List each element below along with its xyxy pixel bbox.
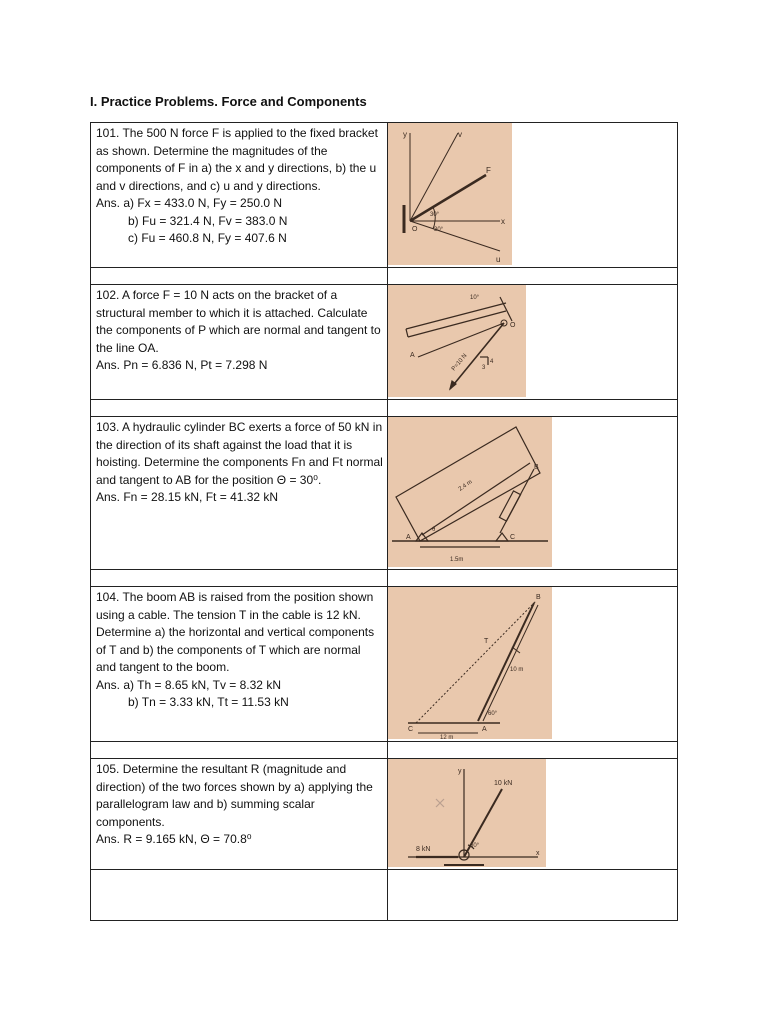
spacer-row	[91, 570, 678, 587]
label-x: x	[535, 850, 540, 857]
force-label: 8 kN	[415, 846, 431, 853]
problem-text-cell	[91, 587, 388, 742]
label-C: C	[509, 534, 515, 541]
label-B: B	[533, 464, 539, 471]
angle-label: 30°	[433, 227, 444, 233]
label-y: y	[402, 130, 407, 139]
answer-line: Ans. a) Fx = 433.0 N, Fy = 250.0 N	[96, 196, 283, 210]
label-A: A	[405, 534, 411, 541]
answer-line: Ans. a) Th = 8.65 kN, Tv = 8.32 kN	[96, 677, 281, 692]
label-x: x	[500, 217, 505, 226]
label-A: A	[409, 352, 415, 359]
answer-line: b) Fu = 321.4 N, Fv = 383.0 N	[128, 213, 288, 228]
answer-line: c) Fu = 460.8 N, Fy = 407.6 N	[128, 231, 287, 245]
angle-label: 30°	[429, 212, 440, 218]
figure-102	[388, 285, 526, 397]
figure-105	[388, 759, 546, 867]
label-v: v	[457, 130, 462, 139]
problems-table	[90, 122, 678, 921]
theta-label: θ	[431, 527, 436, 533]
angle-label: 60°	[469, 843, 480, 849]
section-heading: I. Practice Problems. Force and Components	[90, 94, 367, 109]
answer-line: Ans. Fn = 28.15 kN, Ft = 41.32 kN	[96, 490, 279, 504]
angle-label: 60°	[487, 711, 498, 717]
answer-line: b) Tn = 3.33 kN, Tt = 11.53 kN	[128, 695, 289, 709]
spacer-row	[91, 742, 678, 759]
problem-text-cell	[91, 759, 388, 870]
figure-103	[388, 417, 552, 567]
problem-row	[91, 417, 678, 570]
figure-104	[388, 587, 552, 739]
label-C: C	[407, 726, 413, 733]
problem-text-cell	[91, 417, 388, 570]
problem-statement: 103. A hydraulic cylinder BC exerts a force of 50 kN in the direction of its shaft against the load that it is hoisting. Determine the components Fn and Ft normal and tangent to AB for the position Θ = 30⁰.	[96, 420, 383, 487]
label-T: T	[483, 638, 489, 645]
problem-figure-cell	[387, 417, 677, 570]
spacer-row	[91, 870, 678, 921]
problem-figure-cell	[387, 759, 677, 870]
label-O: O	[411, 226, 418, 233]
spacer-row	[91, 268, 678, 285]
angle-label: 10°	[469, 295, 480, 301]
problem-row	[91, 587, 678, 742]
label-O: O	[509, 322, 516, 329]
problem-statement: 105. Determine the resultant R (magnitude and direction) of the two forces shown by a) applying the parallelogram law and b) summing scalar components.	[96, 762, 373, 829]
figure-101	[388, 123, 512, 265]
label-y: y	[457, 768, 462, 775]
problem-row	[91, 285, 678, 400]
label-A: A	[481, 726, 487, 733]
ratio-label: 3	[481, 365, 486, 371]
problem-row	[91, 759, 678, 870]
ratio-label: 4	[489, 359, 494, 365]
length-label: 10 m	[509, 667, 524, 673]
label-B: B	[535, 594, 541, 601]
length-label: 2.4 m	[457, 479, 474, 493]
problem-figure-cell	[387, 285, 677, 400]
problem-text-cell	[91, 285, 388, 400]
problem-row	[91, 123, 678, 268]
problem-figure-cell	[387, 123, 677, 268]
distance-label: 12 m	[439, 735, 454, 739]
problem-text-cell	[91, 123, 388, 268]
problem-statement: 101. The 500 N force F is applied to the fixed bracket as shown. Determine the magnitudes of the components of F in a) the x and y directions, b) the u and v directions, and c) u and y directions.	[96, 126, 378, 193]
answer-line: Ans. Pn = 6.836 N, Pt = 7.298 N	[96, 358, 268, 372]
force-label: 10 kN	[493, 780, 513, 787]
problem-statement: 102. A force F = 10 N acts on the bracket of a structural member to which it is attached. Calculate the components of P which are normal and tangent to the line OA.	[96, 288, 381, 355]
answer-line: Ans. R = 9.165 kN, Θ = 70.8⁰	[96, 832, 252, 846]
spacer-row	[91, 400, 678, 417]
problem-statement: 104. The boom AB is raised from the position shown using a cable. The tension T in the cable is 12 kN. Determine a) the horizontal and vertical components of T and b) the components of T which are normal and tangent to the boom.	[96, 590, 375, 674]
label-u: u	[495, 255, 501, 264]
label-P: P=10 N	[450, 352, 469, 373]
label-F: F	[485, 166, 491, 175]
base-label: 1.5m	[449, 557, 464, 563]
problem-figure-cell	[387, 587, 677, 742]
